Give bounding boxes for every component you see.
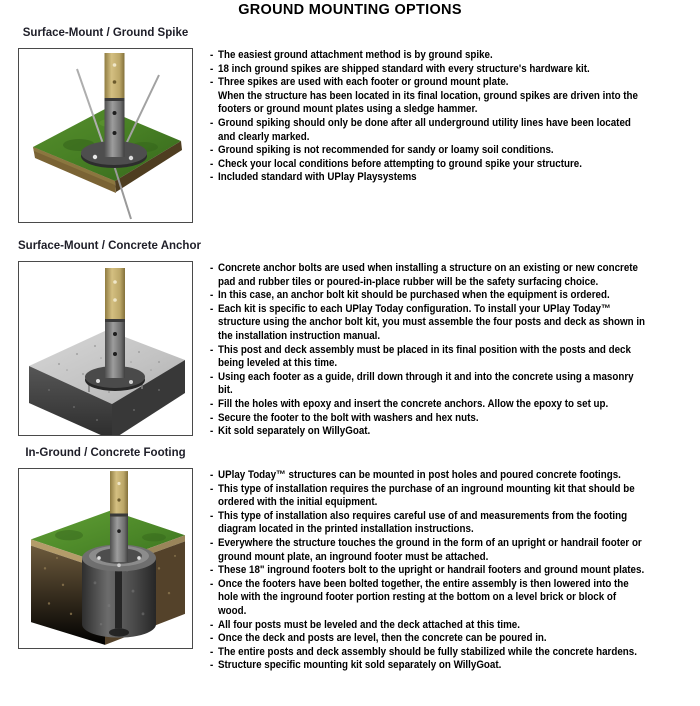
bullet-item bbox=[210, 90, 646, 117]
bullet-dash: - bbox=[210, 659, 214, 672]
bullet-text: This type of installation also requires careful use of and measurements from the footing diagram located in the printed installation instructions. bbox=[218, 509, 628, 536]
bullet-text: Once the deck and posts are level, then the concrete can be poured in. bbox=[218, 632, 547, 645]
bullet-text: Ground spiking is not recommended for sandy or loamy soil conditions. bbox=[218, 144, 554, 157]
bullet-text: UPlay Today™ structures can be mounted in post holes and poured concrete footings. bbox=[218, 469, 621, 481]
bullet-dash: - bbox=[210, 262, 214, 274]
bullet-text: Structure specific mounting kit sold separately on WillyGoat. bbox=[218, 659, 502, 672]
ground-spike-illustration bbox=[19, 49, 192, 222]
bullet-item bbox=[210, 289, 646, 303]
concrete-footing-illustration bbox=[19, 469, 192, 648]
bullet-item bbox=[210, 469, 646, 483]
bullet-dash: - bbox=[210, 469, 214, 481]
section-left-column bbox=[0, 27, 196, 223]
bullet-list bbox=[210, 49, 646, 185]
bullet-dash: - bbox=[210, 411, 214, 424]
bullet-item bbox=[210, 578, 646, 619]
bullet-dash: - bbox=[210, 289, 214, 302]
bullet-dash: - bbox=[210, 49, 214, 61]
bullet-item bbox=[210, 144, 646, 158]
section-heading: Surface-Mount / Concrete Anchor bbox=[18, 240, 201, 252]
bullet-dash: - bbox=[210, 397, 214, 410]
bullet-text: Kit sold separately on WillyGoat. bbox=[218, 425, 371, 438]
illustration-box bbox=[18, 468, 193, 649]
bullet-text: 18 inch ground spikes are shipped standard with every structure's hardware kit. bbox=[218, 62, 590, 75]
section-heading: Surface-Mount / Ground Spike bbox=[22, 27, 189, 39]
bullet-dash: - bbox=[210, 536, 214, 549]
bullet-text: In this case, an anchor bolt kit should be purchased when the equipment is ordered. bbox=[218, 289, 610, 302]
bullet-list bbox=[210, 469, 646, 673]
bullet-item bbox=[210, 262, 646, 289]
bullet-item bbox=[210, 646, 646, 660]
bullet-item bbox=[210, 632, 646, 646]
bullet-dash: - bbox=[210, 171, 214, 184]
section-heading: In-Ground / Concrete Footing bbox=[25, 447, 186, 459]
illustration-box bbox=[18, 48, 193, 223]
bullet-text: Check your local conditions before attempting to ground spike your structure. bbox=[218, 157, 582, 170]
bullet-text: All four posts must be leveled and the deck attached at this time. bbox=[218, 618, 520, 631]
bullet-dash: - bbox=[210, 343, 214, 356]
bullet-text: This type of installation requires the purchase of an inground mounting kit that should be ordered with the initial equipment. bbox=[218, 482, 635, 509]
bullet-text: Concrete anchor bolts are used when installing a structure on an existing or new concrete pad and rubber tiles or poured-in-place rubber will be the safety surfacing choice. bbox=[218, 262, 638, 288]
bullet-item bbox=[210, 412, 646, 426]
bullet-text: When the structure has been located in its final location, ground spikes are driven into the footers or ground mount plates using a sledge hammer. bbox=[218, 89, 638, 116]
bullet-dash bbox=[210, 90, 218, 117]
bullet-dash: - bbox=[210, 425, 214, 438]
page-title: GROUND MOUNTING OPTIONS bbox=[238, 2, 462, 18]
bullet-text: The easiest ground attachment method is by ground spike. bbox=[218, 49, 493, 61]
bullet-dash: - bbox=[210, 577, 214, 590]
bullet-text: These 18" inground footers bolt to the upright or handrail footers and ground mount plates. bbox=[218, 564, 645, 577]
concrete-anchor-illustration bbox=[19, 262, 192, 435]
bullet-dash: - bbox=[210, 564, 214, 577]
bullet-item bbox=[210, 371, 646, 398]
mounting-option-section-concrete-anchor bbox=[0, 240, 700, 439]
bullet-item bbox=[210, 76, 646, 90]
bullet-item bbox=[210, 49, 646, 63]
bullet-text: Using each footer as a guide, drill down through it and into the concrete using a masonry bit. bbox=[218, 370, 634, 397]
bullet-dash: - bbox=[210, 76, 214, 89]
section-left-column bbox=[0, 240, 201, 436]
bullet-item bbox=[210, 483, 646, 510]
bullet-item bbox=[210, 619, 646, 633]
bullet-item bbox=[210, 63, 646, 77]
bullet-text: Included standard with UPlay Playsystems bbox=[218, 171, 417, 184]
bullet-text: Each kit is specific to each UPlay Today configuration. To install your UPlay Today™ structure using the anchor bolt kit, you must assemble the four posts and deck as shown in the installation instruction manual. bbox=[218, 302, 646, 342]
bullet-dash: - bbox=[210, 632, 214, 645]
bullet-text: Everywhere the structure touches the ground in the form of an upright or handrail footer or ground mount plate, an inground footer must be attached. bbox=[218, 536, 642, 563]
bullet-item bbox=[210, 398, 646, 412]
bullet-text: Secure the footer to the bolt with washers and hex nuts. bbox=[218, 411, 479, 424]
bullet-dash: - bbox=[210, 645, 214, 658]
bullet-item bbox=[210, 425, 646, 439]
bullet-text: Fill the holes with epoxy and insert the concrete anchors. Allow the epoxy to set up. bbox=[218, 397, 609, 410]
bullet-list bbox=[210, 262, 646, 439]
bullet-item bbox=[210, 158, 646, 172]
section-left-column bbox=[0, 447, 196, 649]
bullet-text: Three spikes are used with each footer or ground mount plate. bbox=[218, 76, 509, 89]
bullet-text: The entire posts and deck assembly should be fully stabilized while the concrete hardens. bbox=[218, 645, 637, 658]
bullet-dash: - bbox=[210, 370, 214, 383]
mounting-option-section-ground-spike bbox=[0, 27, 700, 223]
bullet-dash: - bbox=[210, 157, 214, 170]
bullet-dash: - bbox=[210, 302, 214, 315]
bullet-item bbox=[210, 537, 646, 564]
bullet-item bbox=[210, 171, 646, 185]
bullet-text: Once the footers have been bolted together, the entire assembly is then lowered into the hole with the inground footer portion resting at the bottom on a level brick or block of wood. bbox=[218, 577, 629, 617]
bullet-text: Ground spiking should only be done after all underground utility lines have been located and clearly marked. bbox=[218, 116, 631, 143]
bullet-text: This post and deck assembly must be placed in its final position with the posts and deck being leveled at this time. bbox=[218, 343, 631, 370]
bullet-item bbox=[210, 117, 646, 144]
bullet-dash: - bbox=[210, 144, 214, 157]
illustration-box bbox=[18, 261, 193, 436]
mounting-option-section-concrete-footing bbox=[0, 447, 700, 673]
bullet-item bbox=[210, 344, 646, 371]
bullet-dash: - bbox=[210, 62, 214, 75]
bullet-dash: - bbox=[210, 116, 214, 129]
bullet-dash: - bbox=[210, 482, 214, 495]
bullet-dash: - bbox=[210, 509, 214, 522]
bullet-dash: - bbox=[210, 618, 214, 631]
bullet-item bbox=[210, 510, 646, 537]
bullet-item bbox=[210, 303, 646, 344]
bullet-item bbox=[210, 564, 646, 578]
bullet-item bbox=[210, 659, 646, 673]
